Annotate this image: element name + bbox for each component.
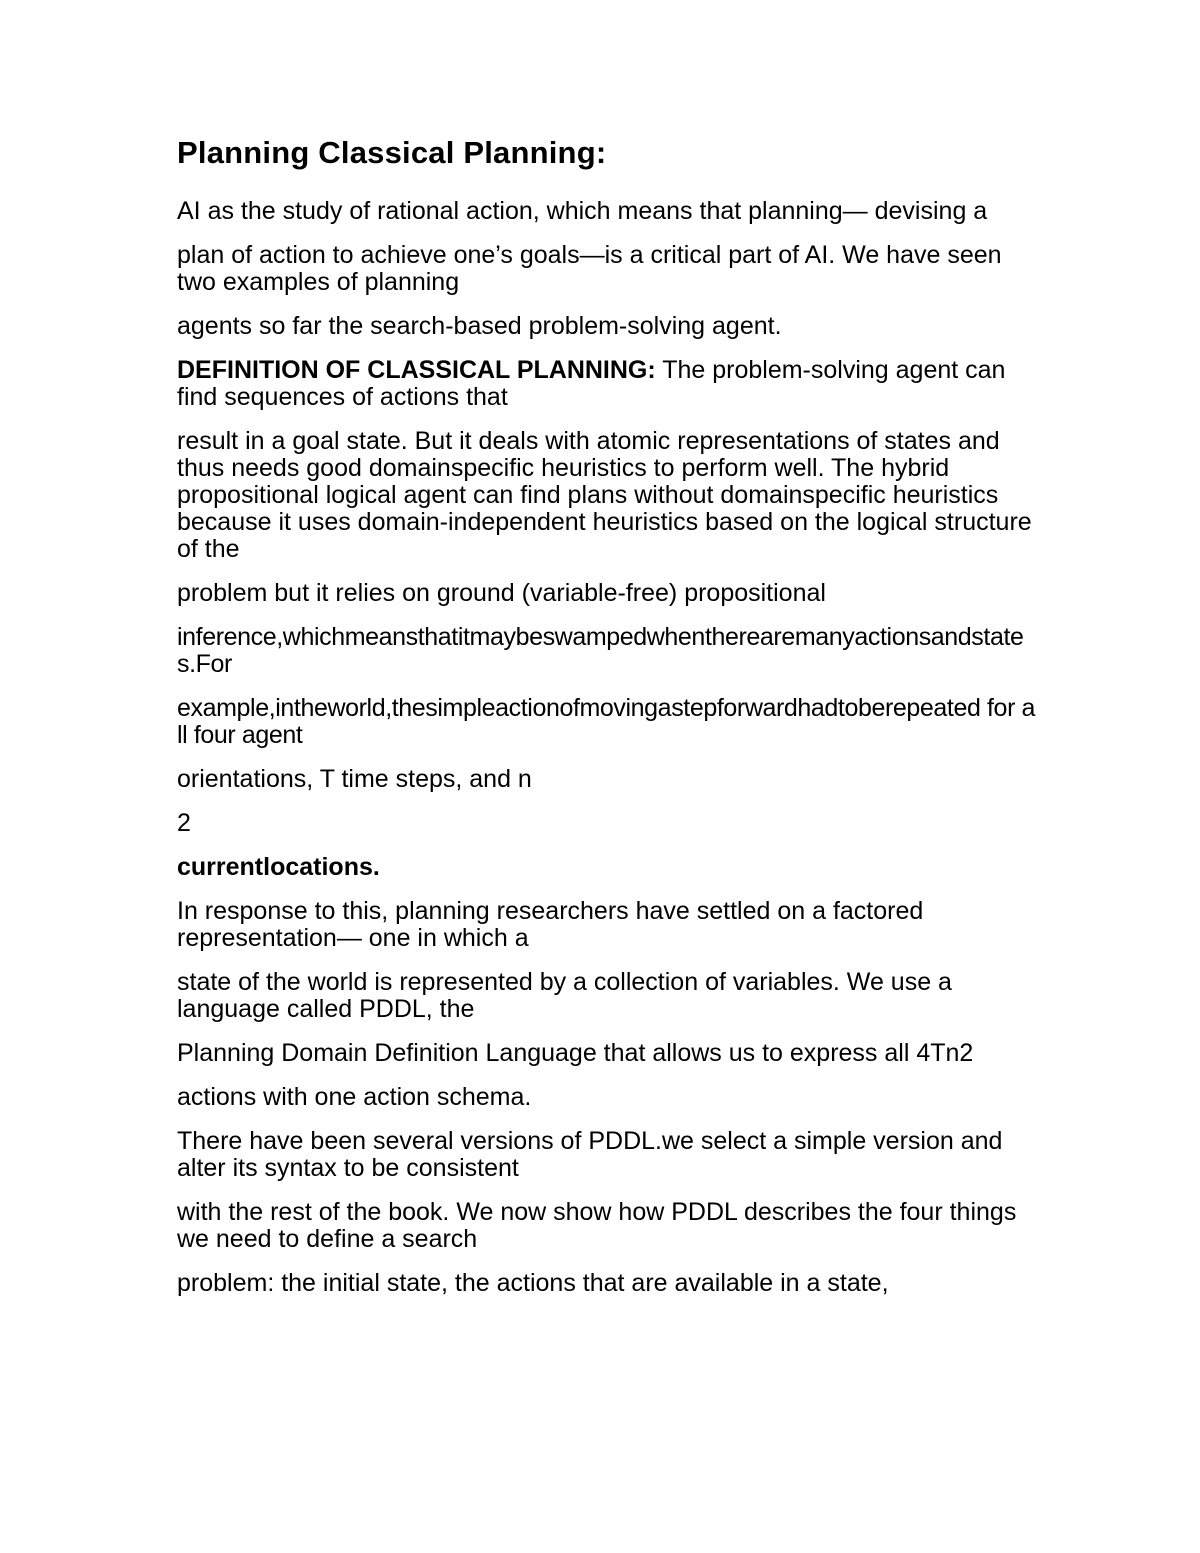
paragraph-text: inference,whichmeansthatitmaybeswampedwhentherearemanyactionsandstates.For <box>177 623 1024 678</box>
paragraph-text: with the rest of the book. We now show how PDDL describes the four things we need to define a search <box>177 1198 1017 1253</box>
paragraph <box>177 357 1037 411</box>
paragraph <box>177 1084 1037 1111</box>
paragraph-text: There have been several versions of PDDL.we select a simple version and alter its syntax to be consistent <box>177 1127 1003 1182</box>
paragraph-text: state of the world is represented by a collection of variables. We use a language called PDDL, the <box>177 968 952 1023</box>
definition-heading: DEFINITION OF CLASSICAL PLANNING: <box>177 356 656 384</box>
paragraph-text: actions with one action schema. <box>177 1083 532 1111</box>
paragraph-text: In response to this, planning researchers have settled on a factored representation— one in which a <box>177 897 924 952</box>
paragraph-text: problem but it relies on ground (variable-free) propositional <box>177 579 826 607</box>
paragraph <box>177 898 1037 952</box>
paragraph <box>177 695 1037 749</box>
paragraph-text: AI as the study of rational action, which means that planning— devising a <box>177 197 988 225</box>
document-body <box>177 133 1037 1314</box>
paragraph <box>177 624 1037 678</box>
paragraph-text: 2 <box>177 809 191 837</box>
paragraph-text: Planning Domain Definition Language that allows us to express all 4Tn2 <box>177 1039 974 1067</box>
paragraph <box>177 1270 1037 1297</box>
paragraph-text: agents so far the search-based problem-solving agent. <box>177 312 782 340</box>
paragraph-text: orientations, T time steps, and n <box>177 765 532 793</box>
paragraph <box>177 766 1037 793</box>
paragraph-text: plan of action to achieve one’s goals—is a critical part of AI. We have seen two examples of planning <box>177 241 1002 296</box>
paragraph <box>177 1128 1037 1182</box>
bold-text: currentlocations. <box>177 853 380 881</box>
document-title: Planning Classical Planning: <box>177 135 607 170</box>
paragraph <box>177 810 1037 837</box>
paragraph <box>177 242 1037 296</box>
paragraph-text: example,intheworld,thesimpleactionofmovingastepforwardhadtoberepeated for all four agent <box>177 694 1036 749</box>
paragraph <box>177 1040 1037 1067</box>
paragraph <box>177 969 1037 1023</box>
paragraph <box>177 1199 1037 1253</box>
paragraph <box>177 854 1037 881</box>
paragraph <box>177 313 1037 340</box>
paragraph-text: result in a goal state. But it deals with atomic representations of states and thus needs good domainspecific heuristics to perform well. The hybrid propositional logical agent can find plans without domainspecific heuristics because it uses domain-independent heuristics based on the logical structure of the <box>177 427 1032 563</box>
paragraph <box>177 580 1037 607</box>
paragraph <box>177 428 1037 563</box>
paragraph-text: The problem-solving agent can find sequences of actions that <box>177 356 1006 411</box>
paragraph <box>177 198 1037 225</box>
paragraph-text: problem: the initial state, the actions that are available in a state, <box>177 1269 889 1297</box>
